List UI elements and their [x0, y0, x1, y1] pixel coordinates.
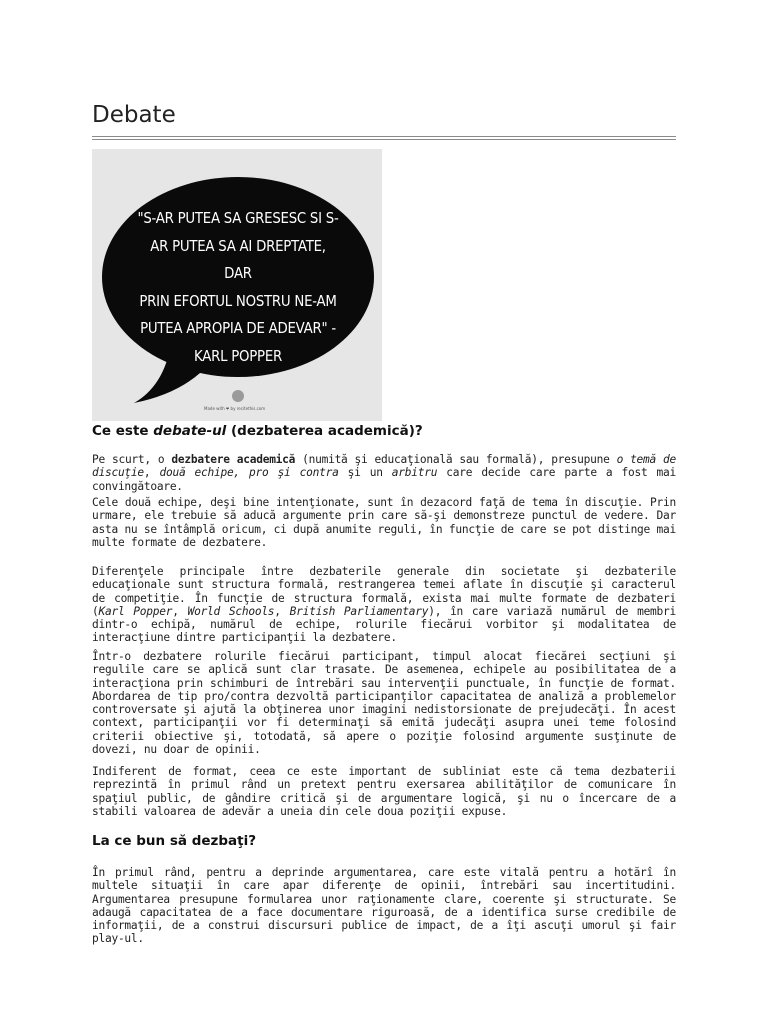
- quote-line: PUTEA APROPIA DE ADEVAR" -: [140, 319, 336, 337]
- section-heading-what-is-debate: Ce este debate-ul (dezbaterea academică)?: [92, 423, 423, 439]
- quote-line: "S-AR PUTEA SA GRESESC SI S-: [137, 209, 339, 227]
- paragraph-format: Indiferent de format, ceea ce este important de subliniat este că tema dezbaterii reprezintă în primul rând un pretext pentru exersarea abilităţilor de comunicare în spaţiul public, de gândire critică şi de argumentare logică, şi nu o încercare de a stabili valoarea de adevăr a uneia din cele doua poziţii expuse.: [92, 765, 676, 818]
- paragraph-definition: Pe scurt, o dezbatere academică (numită şi educaţională sau formală), presupune o temă de discuţie, două echipe, pro şi contra şi un arbitru care decide care parte a fost mai convingătoare.: [92, 453, 676, 493]
- badge-icon: [232, 390, 244, 402]
- quote-text: [135, 205, 341, 370]
- paragraph-teams: Cele două echipe, deşi bine intenţionate, sunt în dezacord faţă de tema în discuţie. Prin urmare, ele trebuie să aducă argumente prin care să-şi demonstreze punctul de vedere. Dar asta nu se întâmplă oricum, ci după anumite reguli, în funcţie de care se pot distinge mai multe formate de dezbatere.: [92, 496, 676, 549]
- watermark-text: Made with ❤ by recitethis.com: [204, 406, 266, 411]
- quote-line: AR PUTEA SA AI DREPTATE, DAR: [150, 236, 326, 282]
- quote-line: PRIN EFORTUL NOSTRU NE-AM: [139, 291, 337, 310]
- paragraph-benefits: În primul rând, pentru a deprinde argumentarea, care este vitală pentru a hotărî în multele situaţii în care apar diferenţe de opinii, întrebări sau incertitudini. Argumentarea presupune formularea unor raţionamente clare, coerente şi structurate. Se adaugă capacitatea de a face documentare riguroasă, de a identifica surse credibile de informaţii, de a construi discursuri publice de impact, de a îţi ascuţi umorul şi fair play-ul.: [92, 866, 676, 946]
- quote-image: [92, 149, 382, 421]
- page-title: Debate: [92, 102, 176, 128]
- title-divider-bottom: [92, 139, 676, 140]
- section-heading-why-debate: La ce bun să dezbaţi?: [92, 833, 257, 849]
- quote-line: KARL POPPER: [193, 346, 283, 365]
- paragraph-roles: Într-o dezbatere rolurile fiecărui participant, timpul alocat fiecărei secţiuni şi regulile care se aplică sunt clar trasate. De asemenea, echipele au posibilitatea de a interacţiona prin schimburi de întrebări sau intervenţii punctuale, în funcţie de format. Abordarea de tip pro/contra dezvoltă participanţilor capacitatea de analiză a problemelor controversate şi ajută la obţinerea unor imagini nedistorsionate de prejudecăţi. În acest context, participanţii vor fi determinaţi să emită judecăţi asupra unei teme folosind criterii obiective şi, totodată, să apere o poziţie folosind argumente susţinute de dovezi, nu doar de opinii.: [92, 650, 676, 757]
- paragraph-differences: Diferenţele principale între dezbaterile generale din societate şi dezbaterile educaţionale sunt structura formală, restrangerea temei aflate în discuţie şi caracterul de competiţie. În funcţie de structura formală, exista mai multe formate de dezbateri (Karl Popper, World Schools, British Parliamentary), în care variază numărul de membri dintr-o echipă, numărul de echipe, rolurile fiecărui vorbitor şi modalitatea de interacţiune dintre participanţii la dezbatere.: [92, 565, 676, 645]
- title-divider-top: [92, 136, 676, 137]
